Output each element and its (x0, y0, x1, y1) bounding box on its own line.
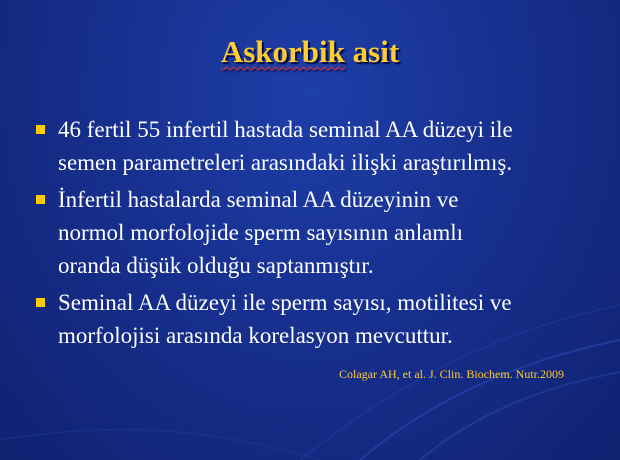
title-word-underlined: Askorbik (220, 34, 345, 69)
bullet-item (34, 286, 594, 352)
slide-title (0, 34, 620, 70)
bullet-list (34, 113, 594, 356)
bullet-line: oranda düşük olduğu saptanmıştır. (58, 253, 374, 278)
citation: Colagar AH, et al. J. Clin. Biochem. Nutr.2009 (339, 367, 564, 381)
title-word: asit (352, 34, 400, 69)
bullet-line: semen parametreleri arasındaki ilişki araştırılmış. (58, 150, 513, 175)
bullet-text (58, 183, 594, 282)
bullet-line: normol morfolojide sperm sayısının anlamlı (58, 220, 463, 245)
bullet-item (34, 113, 594, 179)
bullet-line: morfolojisi arasında korelasyon mevcuttur. (58, 323, 453, 348)
bullet-text (58, 286, 594, 352)
bullet-line: 46 fertil 55 infertil hastada seminal AA düzeyi ile (58, 117, 513, 142)
square-bullet-icon (36, 298, 45, 307)
bullet-text (58, 113, 594, 179)
bullet-line: Seminal AA düzeyi ile sperm sayısı, motilitesi ve (58, 290, 512, 315)
square-bullet-icon (36, 125, 45, 134)
bullet-item (34, 183, 594, 282)
bullet-line: İnfertil hastalarda seminal AA düzeyinin ve (58, 187, 459, 212)
square-bullet-icon (36, 195, 45, 204)
